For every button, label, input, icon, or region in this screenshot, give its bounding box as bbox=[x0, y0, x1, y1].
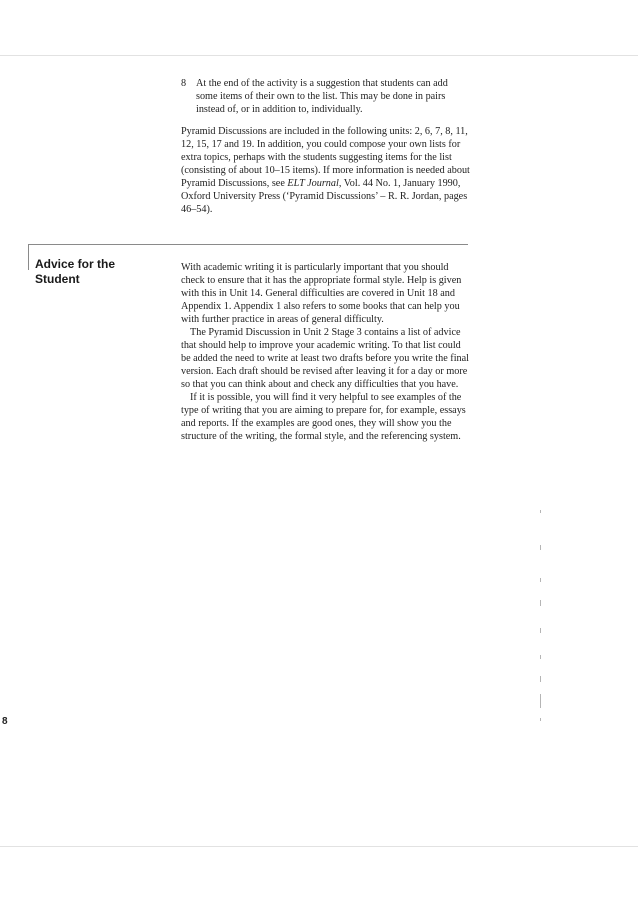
advice-paragraph: With academic writing it is particularly important that you should check to ensure that it has the appropriate formal style. Help is given with this in Unit 14. General difficulties are covered in Unit 18 and Appendix 1. Appendix 1 also refers to some books that can help you with further practice in areas of general difficulty. bbox=[181, 262, 462, 325]
advice-paragraph: The Pyramid Discussion in Unit 2 Stage 3 contains a list of advice that should help to improve your academic writing. To that list could be added the need to write at least two drafts before you write the final version. Each draft should be revised after leaving it for a day or more so that you can think about and check any difficulties that you have. bbox=[181, 327, 469, 390]
scan-artifact bbox=[540, 510, 541, 513]
numbered-note bbox=[181, 77, 471, 116]
page-top-edge bbox=[0, 55, 638, 56]
journal-title: ELT Journal bbox=[287, 178, 339, 189]
units-text-end: , Vol. 44 No. 1, January 1990, Oxford University Press (‘Pyramid Discussions’ – R. R. Jordan, pages 46–54). bbox=[181, 178, 468, 215]
section-heading: Advice for the Student bbox=[35, 257, 116, 286]
scan-artifact bbox=[540, 676, 541, 682]
scan-artifact bbox=[540, 545, 541, 550]
scan-artifact bbox=[540, 628, 541, 633]
scan-artifact bbox=[540, 655, 541, 659]
advice-paragraph: If it is possible, you will find it very helpful to see examples of the type of writing that you are aiming to prepare for, for example, essays and reports. If the examples are good ones, they will show you the structure of the writing, the formal style, and the referencing system. bbox=[181, 392, 466, 442]
pyramid-units-paragraph bbox=[181, 125, 471, 216]
scan-artifact bbox=[540, 578, 541, 582]
section-divider-tick bbox=[28, 244, 29, 270]
page-bottom-edge bbox=[0, 846, 638, 847]
scan-artifact bbox=[540, 600, 541, 606]
note-number: 8 bbox=[181, 78, 187, 89]
page-number: 8 bbox=[2, 716, 8, 727]
units-text-start: Pyramid Discussions are included in the following units: 2, 6, 7, 8, 11, 12, 15, 17 and 19. In addition, you could compose your own lists for extra topics, perhaps with the students suggesting items for the list (consisting of about 10–15 items). If more information is needed about Pyramid Discussions, see bbox=[181, 126, 470, 189]
note-text: At the end of the activity is a suggestion that students can add some items of their own to the list. This may be done in pairs instead of, or in addition to, individually. bbox=[196, 78, 448, 115]
scan-artifact bbox=[540, 718, 541, 721]
scan-artifact bbox=[540, 694, 541, 708]
section-divider bbox=[28, 244, 468, 245]
advice-body bbox=[181, 261, 471, 443]
